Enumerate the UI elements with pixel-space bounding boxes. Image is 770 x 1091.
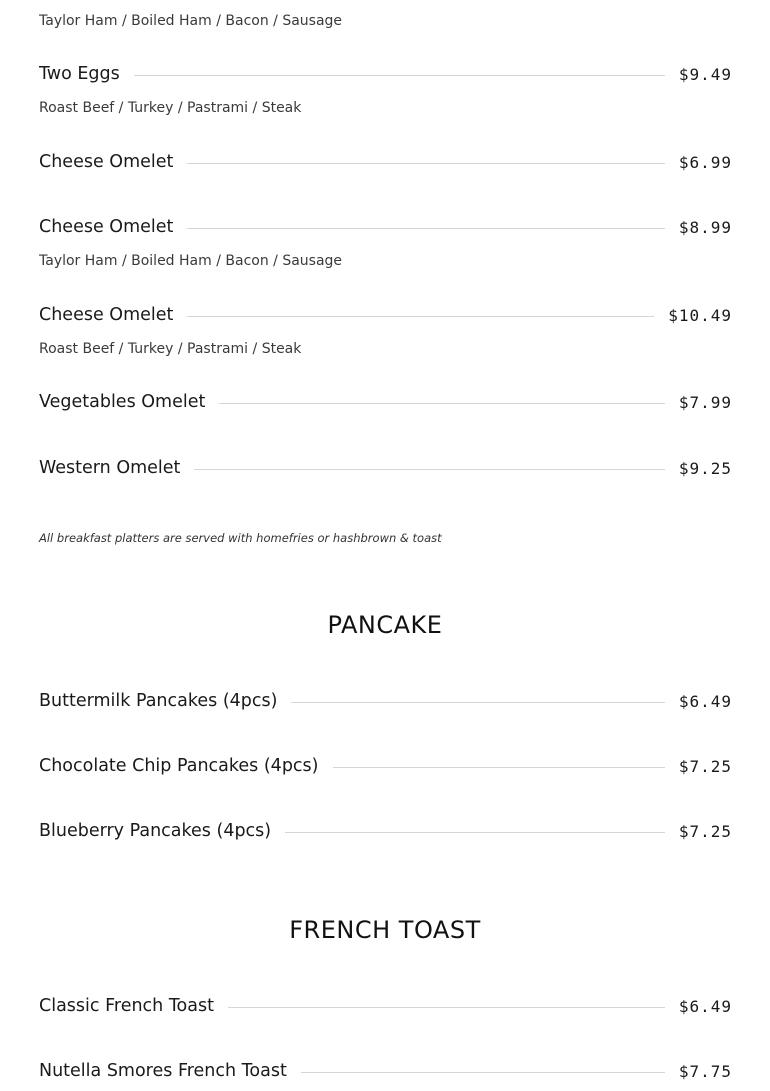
item-name: Classic French Toast [39,996,214,1017]
menu-item-cheese-omelet [39,151,732,175]
item-price: $6.49 [678,692,732,711]
dotted-leader [187,228,664,229]
dotted-leader [219,403,664,404]
item-description: Taylor Ham / Boiled Ham / Bacon / Sausage [39,253,343,269]
dotted-leader [187,316,654,317]
menu-item-chocolate-chip-pancakes [39,755,732,779]
item-description: Taylor Ham / Boiled Ham / Bacon / Sausage [39,13,343,29]
item-description: Roast Beef / Turkey / Pastrami / Steak [39,100,302,116]
menu-item-vegetables-omelet [39,391,732,415]
item-price: $9.25 [678,459,732,478]
menu-item-buttermilk-pancakes [39,690,732,714]
item-name: Buttermilk Pancakes (4pcs) [39,691,278,712]
item-name: Cheese Omelet [39,152,174,173]
item-name: Cheese Omelet [39,217,174,238]
menu-item-two-eggs [39,63,732,87]
item-name: Nutella Smores French Toast [39,1061,287,1082]
item-price: $7.25 [678,822,732,841]
dotted-leader [228,1007,665,1008]
item-price: $7.99 [678,393,732,412]
item-name: Cheese Omelet [39,305,174,326]
item-name: Blueberry Pancakes (4pcs) [39,821,272,842]
item-price: $6.49 [678,997,732,1016]
dotted-leader [187,163,664,164]
item-price: $6.99 [678,153,732,172]
dotted-leader [333,767,665,768]
item-price: $7.25 [678,757,732,776]
item-name: Two Eggs [39,64,120,85]
menu-item-nutella-smores-french-toast [39,1060,732,1084]
section-title-french-toast: FRENCH TOAST [289,916,481,944]
item-name: Western Omelet [39,458,181,479]
menu-item-western-omelet [39,457,732,481]
menu-item-blueberry-pancakes [39,820,732,844]
item-price: $7.75 [678,1062,732,1081]
section-title-pancake: PANCAKE [327,611,443,639]
item-name: Vegetables Omelet [39,392,206,413]
menu-item-cheese-omelet-meat [39,304,732,328]
item-price: $8.99 [678,218,732,237]
menu-item-classic-french-toast [39,995,732,1019]
item-price: $9.49 [678,65,732,84]
dotted-leader [194,469,664,470]
item-price: $10.49 [668,306,732,325]
item-description: Roast Beef / Turkey / Pastrami / Steak [39,341,302,357]
dotted-leader [301,1072,665,1073]
breakfast-note: All breakfast platters are served with homefries or hashbrown & toast [39,531,442,545]
item-name: Chocolate Chip Pancakes (4pcs) [39,756,319,777]
dotted-leader [285,832,665,833]
menu-item-cheese-omelet-ham [39,216,732,240]
dotted-leader [291,702,664,703]
dotted-leader [134,75,665,76]
